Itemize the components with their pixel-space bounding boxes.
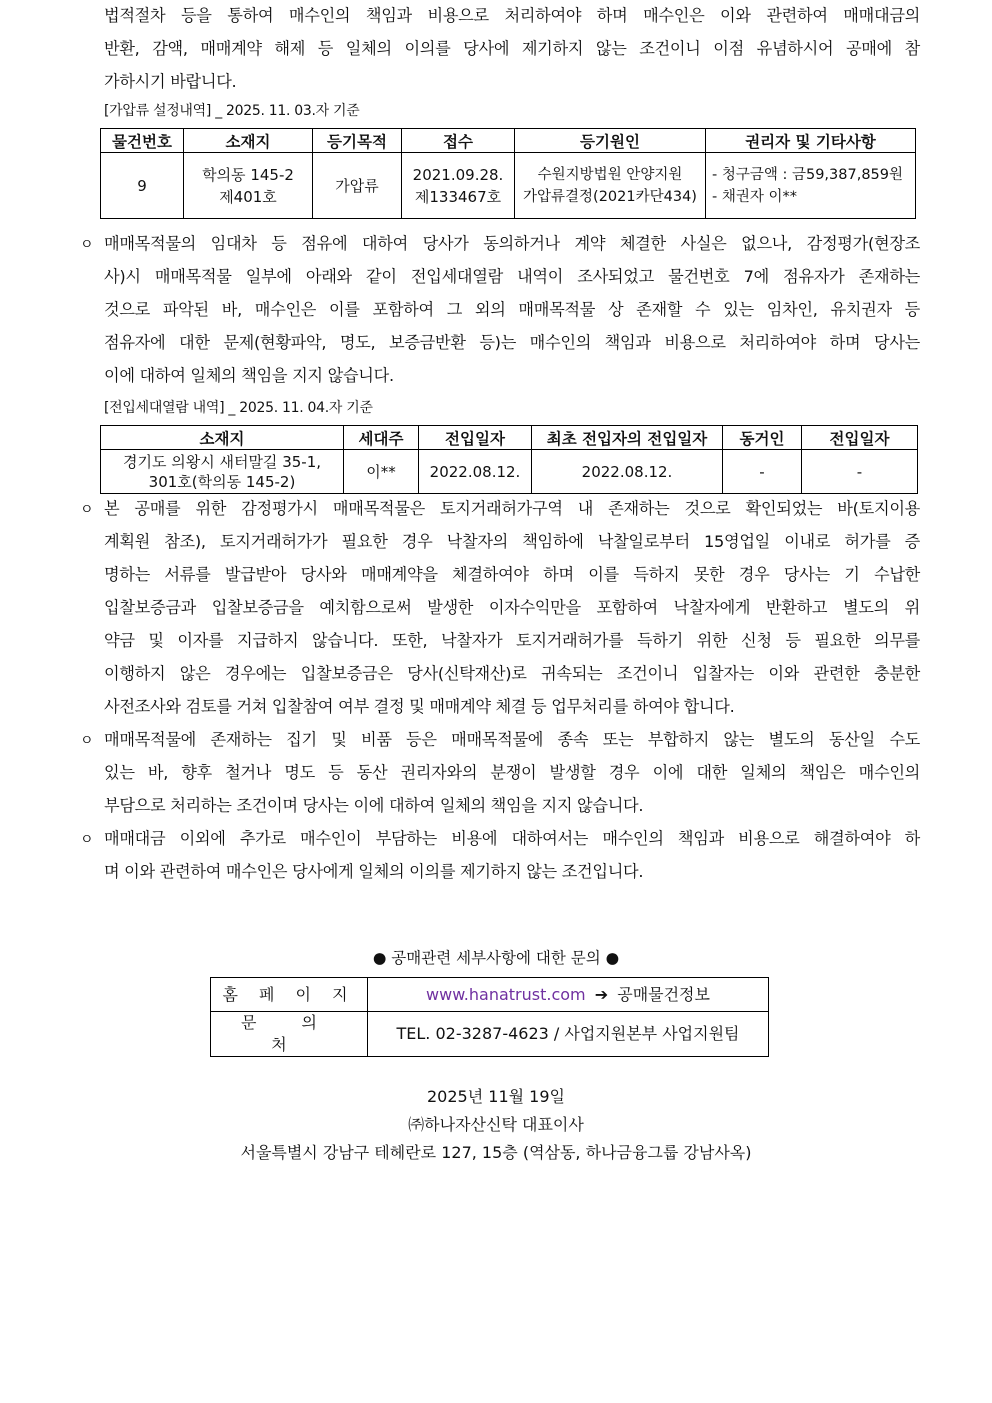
cell-cohabitant: - bbox=[723, 450, 802, 494]
cell-purpose: 가압류 bbox=[313, 153, 402, 219]
cell-location-line-1: 학의동 145-2 bbox=[202, 165, 294, 184]
cell-cause-line-1: 수원지방법원 안양지원 bbox=[537, 166, 683, 183]
residents-header-row bbox=[101, 426, 918, 450]
cell-cause bbox=[515, 153, 706, 219]
homepage-cell bbox=[368, 978, 769, 1012]
land-line-7: 사전조사와 검토를 거쳐 입찰참여 여부 결정 및 매매계약 체결 등 업무처리를 하여야 합니다. bbox=[104, 697, 735, 716]
header-location: 소재지 bbox=[101, 426, 344, 450]
footer-company: ㈜하나자산신탁 대표이사 bbox=[408, 1115, 584, 1134]
header-receipt: 접수 bbox=[402, 129, 515, 153]
homepage-label: 홈 페 이 지 bbox=[211, 978, 368, 1012]
occupancy-line-4: 점유자에 대한 문제(현황파악, 명도, 보증금반환 등)는 매수인의 책임과 비용으로 처리하여야 하며 당사는 bbox=[104, 333, 920, 352]
bullet-marker: ㅇ bbox=[80, 832, 94, 848]
header-rights: 권리자 및 기타사항 bbox=[706, 129, 916, 153]
homepage-link[interactable]: www.hanatrust.com bbox=[426, 984, 586, 1004]
occupancy-line-2: 사)시 매매목적물 일부에 아래와 같이 전입세대열람 내역이 조사되었고 물건번호 7에 점유자가 존재하는 bbox=[104, 267, 920, 286]
residents-table bbox=[100, 425, 918, 494]
table-row bbox=[101, 450, 918, 494]
cell-rights-line-2: - 채권자 이** bbox=[712, 188, 797, 205]
land-line-4: 입찰보증금과 입찰보증금을 예치함으로써 발생한 이자수익만을 포함하여 낙찰자에게 반환하고 별도의 위 bbox=[104, 598, 920, 617]
footer-address: 서울특별시 강남구 테헤란로 127, 15층 (역삼동, 하나금융그룹 강남사옥) bbox=[240, 1143, 752, 1162]
header-move-in: 전입일자 bbox=[419, 426, 532, 450]
movables-line-3: 부담으로 처리하는 조건이며 당사는 이에 대하여 일체의 책임을 지지 않습니다. bbox=[104, 796, 644, 815]
cell-rights bbox=[706, 153, 916, 219]
movables-line-1: 매매목적물에 존재하는 집기 및 비품 등은 매매목적물에 종속 또는 부합하지 않는 별도의 동산일 수도 bbox=[104, 730, 920, 749]
residents-caption: [전입세대열람 내역] _ 2025. 11. 04.자 기준 bbox=[104, 400, 373, 416]
header-head: 세대주 bbox=[344, 426, 419, 450]
bullet-marker: ㅇ bbox=[80, 502, 94, 518]
seizure-caption: [가압류 설정내역] _ 2025. 11. 03.자 기준 bbox=[104, 103, 360, 119]
arrow-right-icon: ➔ bbox=[594, 984, 609, 1004]
cell-location bbox=[101, 450, 344, 494]
header-cohabitant-date: 전입일자 bbox=[802, 426, 918, 450]
land-line-2: 계획원 참조), 토지거래허가가 필요한 경우 낙찰자의 책임하에 낙찰일로부터 15영업일 이내로 허가를 증 bbox=[104, 532, 920, 551]
inquiry-title: ● 공매관련 세부사항에 대한 문의 ● bbox=[372, 949, 620, 967]
bullet-marker: ㅇ bbox=[80, 237, 94, 253]
land-line-6: 이행하지 않은 경우에는 입찰보증금은 당사(신탁재산)로 귀속되는 조건이니 입찰자는 이와 관련한 충분한 bbox=[104, 664, 920, 683]
header-cohabitant: 동거인 bbox=[723, 426, 802, 450]
intro-line-2: 반환, 감액, 매매계약 해제 등 일체의 이의를 당사에 제기하지 않는 조건이니 이점 유념하시어 공매에 참 bbox=[104, 39, 920, 58]
cell-cause-line-2: 가압류결정(2021카단434) bbox=[523, 188, 697, 205]
footer-date: 2025년 11월 19일 bbox=[427, 1087, 565, 1106]
seizure-header-row bbox=[101, 129, 916, 153]
cell-rights-line-1: - 청구금액 : 금59,387,859원 bbox=[712, 166, 904, 183]
header-item-no: 물건번호 bbox=[101, 129, 184, 153]
cell-move-in: 2022.08.12. bbox=[419, 450, 532, 494]
bullet-marker: ㅇ bbox=[80, 733, 94, 749]
homepage-suffix: 공매물건정보 bbox=[617, 984, 710, 1004]
header-location: 소재지 bbox=[184, 129, 313, 153]
land-line-3: 명하는 서류를 발급받아 당사와 매매계약을 체결하여야 하며 이를 득하지 못한 경우 당사는 기 수납한 bbox=[104, 565, 920, 584]
occupancy-line-3: 것으로 파악된 바, 매수인은 이를 포함하여 그 외의 매매목적물 상 존재할 수 있는 임차인, 유치권자 등 bbox=[104, 300, 920, 319]
contact-value: TEL. 02-3287-4623 / 사업지원본부 사업지원팀 bbox=[368, 1012, 769, 1057]
intro-line-1: 법적절차 등을 통하여 매수인의 책임과 비용으로 처리하여야 하며 매수인은 이와 관련하여 매매대금의 bbox=[104, 6, 920, 25]
header-cause: 등기원인 bbox=[515, 129, 706, 153]
cell-location bbox=[184, 153, 313, 219]
cell-receipt bbox=[402, 153, 515, 219]
occupancy-line-1: 매매목적물의 임대차 등 점유에 대하여 당사가 동의하거나 계약 체결한 사실은 없으나, 감정평가(현장조 bbox=[104, 234, 920, 253]
intro-line-3: 가하시기 바랍니다. bbox=[104, 72, 237, 91]
costs-line-1: 매매대금 이외에 추가로 매수인이 부담하는 비용에 대하여서는 매수인의 책임과 비용으로 해결하여야 하 bbox=[104, 829, 920, 848]
header-purpose: 등기목적 bbox=[313, 129, 402, 153]
cell-head: 이** bbox=[344, 450, 419, 494]
inquiry-table bbox=[210, 977, 769, 1057]
cell-location-line-1: 경기도 의왕시 새터말길 35-1, bbox=[122, 452, 322, 471]
seizure-table bbox=[100, 128, 916, 219]
table-row bbox=[211, 1012, 769, 1057]
occupancy-line-5: 이에 대하여 일체의 책임을 지지 않습니다. bbox=[104, 366, 394, 385]
cell-location-line-2: 제401호 bbox=[219, 187, 277, 206]
table-row bbox=[211, 978, 769, 1012]
cell-receipt-line-2: 제133467호 bbox=[414, 187, 502, 206]
cell-cohabitant-date: - bbox=[802, 450, 918, 494]
table-row bbox=[101, 153, 916, 219]
header-first-move-in: 최초 전입자의 전입일자 bbox=[532, 426, 723, 450]
movables-line-2: 있는 바, 향후 철거나 명도 등 동산 권리자와의 분쟁이 발생할 경우 이에 대한 일체의 책임은 매수인의 bbox=[104, 763, 920, 782]
cell-location-line-2: 301호(학의동 145-2) bbox=[148, 472, 296, 491]
costs-line-2: 며 이와 관련하여 매수인은 당사에게 일체의 이의를 제기하지 않는 조건입니다. bbox=[104, 862, 644, 881]
cell-receipt-line-1: 2021.09.28. bbox=[412, 165, 504, 184]
cell-item-no: 9 bbox=[101, 153, 184, 219]
land-line-1: 본 공매를 위한 감정평가시 매매목적물은 토지거래허가구역 내 존재하는 것으로 확인되었는 바(토지이용 bbox=[104, 499, 920, 518]
land-line-5: 약금 및 이자를 지급하지 않습니다. 또한, 낙찰자가 토지거래허가를 득하기 위한 신청 등 필요한 의무를 bbox=[104, 631, 920, 650]
cell-first-move-in: 2022.08.12. bbox=[532, 450, 723, 494]
contact-label: 문 의 처 bbox=[211, 1012, 368, 1057]
